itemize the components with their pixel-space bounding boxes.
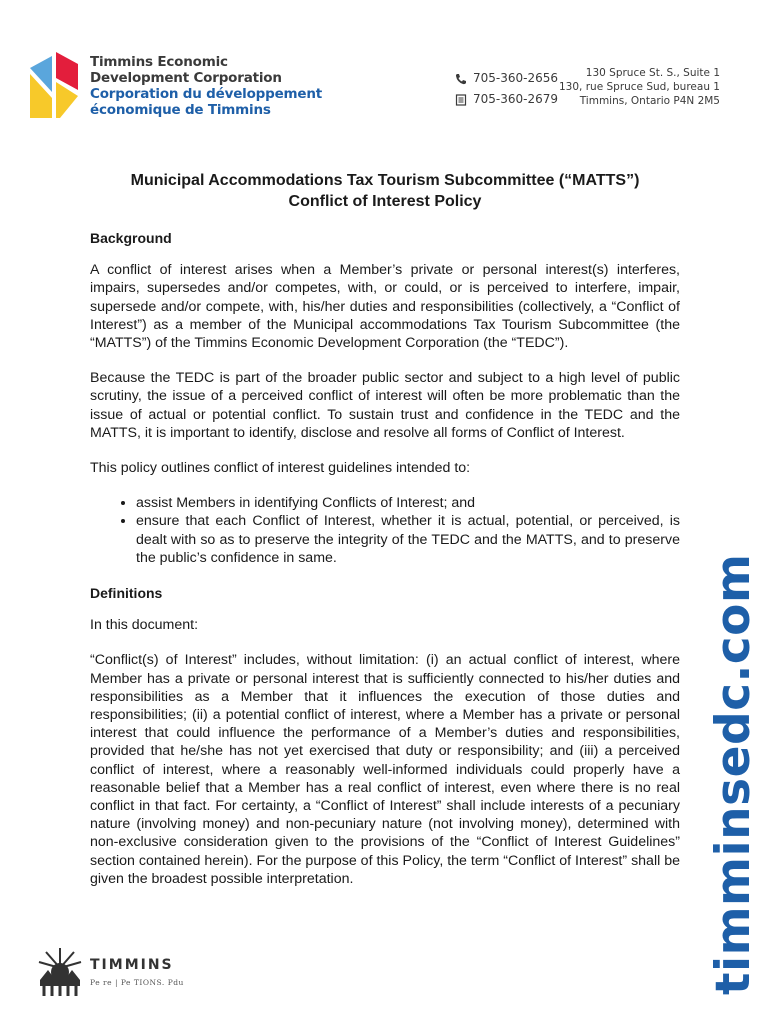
definitions-paragraph: “Conflict(s) of Interest” includes, without limitation: (i) an actual conflict of interest, where Member has a private or personal interest that is sufficiently connected to his/her duties and responsibilities as a Member that it influences the execution of those duties and responsibilities; (ii) a potential conflict of interest, where a Member has a private or personal interest that could influence the performance of a Member’s duties and responsibilities, provided that he/she has not yet exercised that duty or responsibility; and (iii) a perceived conflict of interest, where a reasonably well-informed individuals could properly have a reasonable belief that a Member has a real conflict of interest, even where there is no real conflict in that fact. For certainty, a “Conflict of Interest” shall include interests of a pecuniary nature (involving money) and non-pecuniary nature (not involving money), determined with non-exclusive consideration given to the provisions of the “Conflict of Interest Guidelines” section contained herein). For the purpose of this Policy, the term “Conflict of Interest” shall be given the broadest possible interpretation. (90, 652, 680, 887)
phone-row (455, 68, 558, 89)
org-name-fr-line1: Corporation du développement (90, 86, 323, 102)
guidelines-list (90, 494, 680, 567)
address-line1: 130 Spruce St. S., Suite 1 (585, 67, 720, 79)
address-line3: Timmins, Ontario P4N 2M5 (579, 95, 720, 107)
document-subtitle: Conflict of Interest Policy (288, 193, 482, 210)
website-url: timminsedc.com (706, 553, 761, 995)
document-body (90, 229, 680, 905)
background-paragraph-1: A conflict of interest arises when a Member’s private or personal interest(s) interferes, impairs, supersedes and/or competes, with, or could, or is perceived to interfere, impair, supersede and/or compete, with, his/her duties and responsibilities (collectively, a “Conflict of Interest”) as a member of the Municipal accommodations Tax Tourism Subcommittee (the “MATTS”) of the Timmins Economic Development Corporation (the “TEDC”). (90, 262, 680, 352)
definitions-intro: In this document: (90, 617, 199, 634)
phone-icon (455, 73, 467, 85)
contact-block (455, 68, 558, 110)
fax-row (455, 89, 558, 110)
background-heading: Background (90, 230, 172, 246)
list-item: • assist Members in identifying Conflicts of Interest; and (136, 494, 680, 512)
document-title: Municipal Accommodations Tax Tourism Subcommittee (“MATTS”) (130, 172, 640, 189)
fax-icon (455, 94, 467, 106)
background-paragraph-3: This policy outlines conflict of interest guidelines intended to: (90, 460, 471, 477)
tedc-logo-icon (30, 52, 78, 118)
list-item: • ensure that each Conflict of Interest, whether it is actual, potential, or perceived, is dealt with so as to preserve the integrity of the TEDC and the MATTS, and to preserve the public’s confidence in same. (136, 512, 680, 567)
definitions-heading: Definitions (90, 585, 163, 602)
org-name-fr-line2: économique de Timmins (90, 102, 271, 118)
organization-names (90, 54, 322, 118)
fax-number: 705-360-2679 (473, 92, 559, 106)
footer-tagline: Pe re | Pe TIONS. Pdu (90, 978, 184, 987)
background-paragraph-2: Because the TEDC is part of the broader public sector and subject to a high level of public scrutiny, the issue of a perceived conflict of interest will often be more problematic than the issue of actual or potential conflict. To sustain trust and confidence in the TEDC and the MATTS, it is important to identify, disclose and resolve all forms of Conflict of Interest. (90, 370, 680, 441)
org-name-en-line1: Timmins Economic (90, 54, 228, 70)
address-line2: 130, rue Spruce Sud, bureau 1 (559, 81, 720, 93)
phone-number: 705-360-2656 (473, 71, 559, 85)
org-name-en-line2: Development Corporation (90, 70, 282, 86)
address-block (559, 66, 720, 108)
timmins-sun-logo-icon (36, 946, 84, 996)
footer-brand-name: TIMMINS (90, 957, 174, 973)
